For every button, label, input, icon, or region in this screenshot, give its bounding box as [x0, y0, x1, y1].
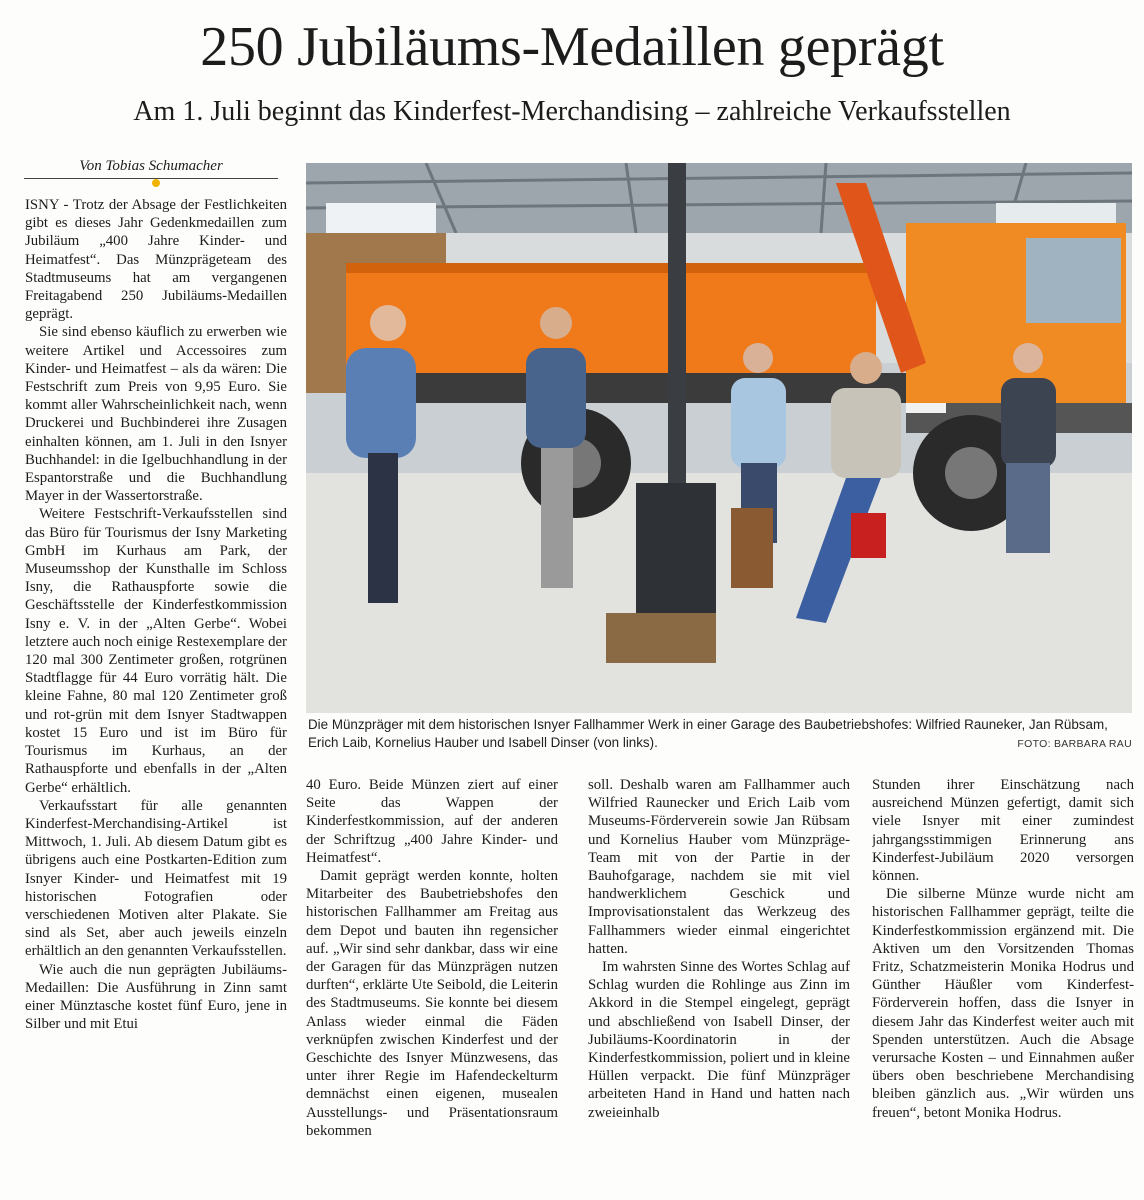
- paragraph: 40 Euro. Beide Münzen ziert auf einer Seite das Wappen der Kinderfestkommission, auf der anderen der Schriftzug „400 Jahre Kinder- und Heimatfest“.: [306, 777, 558, 866]
- photo-credit: FOTO: BARBARA RAU: [1017, 738, 1132, 750]
- text-column-4: [872, 776, 1134, 1194]
- photo-caption: Die Münzpräger mit dem historischen Isnyer Fallhammer Werk in einer Garage des Baubetriebshofes: Wilfried Rauneker, Jan Rübsam, Erich Laib, Kornelius Hauber und Isabell Dinser (von links).: [308, 717, 1108, 750]
- paragraph: Wie auch die nun geprägten Jubiläums-Medaillen: Die Ausführung in Zinn samt einer Münztasche kostet fünf Euro, jene in Silber und mit Etui: [25, 961, 287, 1033]
- subheadline: Am 1. Juli beginnt das Kinderfest-Merchandising – zahlreiche Verkaufsstellen: [133, 96, 1011, 127]
- headline: 250 Jubiläums-Medaillen geprägt: [200, 16, 944, 78]
- paragraph: Im wahrsten Sinne des Wortes Schlag auf Schlag wurden die Rohlinge aus Zinn im Akkord in die Stempel eingelegt, geprägt und abschließend von Isabell Dinser, der Jubiläums-Koordinatorin in der Kinderfestkommission, poliert und in kleine Hüllen verpackt. Die fünf Münzpräger arbeiteten Hand in Hand und hatten nach zweieinhalb: [588, 959, 850, 1121]
- paragraph: soll. Deshalb waren am Fallhammer auch Wilfried Raunecker und Erich Laib vom Museums-Förderverein sowie Jan Rübsam und Kornelius Hauber vom Münzpräge-Team mit von der Partie in der Bauhofgarage, nachdem sie mit viel handwerklichem Geschick und Improvisationstalent das Werkzeug des Fallhammers wieder einmal eingerichtet hatten.: [588, 777, 850, 957]
- paragraph: Damit geprägt werden konnte, holten Mitarbeiter des Baubetriebshofes den historischen Fallhammer am Freitag aus dem Depot und bauten ihn regensicher auf. „Wir sind sehr dankbar, dass wir eine der Garagen für das Münzprägen nutzen durften“, erklärte Ute Seibold, die Leiterin des Stadtmuseums. Sie konnte bei diesem Anlass wieder einmal die Fäden verknüpfen zwischen Kinderfest und der Geschichte des Isnyer Münzwesens, das unter ihrer Regie im Hafendeckelturm demnächst einen eigenen, musealen Ausstellungs- und Präsentationsraum bekommen: [306, 868, 558, 1139]
- garage-photo-illustration: [306, 163, 1132, 713]
- article-photo: [306, 163, 1132, 713]
- paragraph: ISNY - Trotz der Absage der Festlichkeiten gibt es dieses Jahr Gedenkmedaillen zum Jubiläum „400 Jahre Kinder- und Heimatfest“. Das Münzprägeteam des Stadtmuseums hat am vergangenen Freitagabend 250 Jubiläums-Medaillen geprägt.: [25, 197, 287, 323]
- text-column-2: [306, 776, 558, 1194]
- text-column-3: [588, 776, 850, 1194]
- paragraph: Weitere Festschrift-Verkaufsstellen sind das Büro für Tourismus der Isny Marketing GmbH im Kurhaus am Park, der Museumsshop der Kunsthalle im Schloss Isny, die Rathauspforte sowie die Geschäftsstelle der Kinderfestkommission Isny e. V. in der „Alten Gerbe“. Wobei letztere auch noch einige Restexemplare der 120 mal 300 Zentimeter großen, rotgrünen Stadtflagge für 44 Euro vorrätig hält. Die kleine Fahne, 80 mal 120 Zentimeter groß und rot-grün mit dem Isnyer Stadtwappen kostet 15 Euro und ist im Büro für Tourismus im Kurhaus, an der Rathauspforte und ebenfalls in der „Alten Gerbe“ erhältlich.: [25, 506, 287, 796]
- byline-dot-ornament: [152, 179, 160, 187]
- paragraph: Verkaufsstart für alle genannten Kinderfest-Merchandising-Artikel ist Mittwoch, 1. Juli. Ab diesem Datum gibt es übrigens auch eine Postkarten-Edition zum Isnyer Kinder- und Heimatfest mit 19 historischen Fotografien oder verschiedenen Motiven alter Plakate. Sie sind als Set, aber auch jeweils einzeln erhältlich an den genannten Verkaufsstellen.: [25, 797, 287, 960]
- byline: Von Tobias Schumacher: [24, 158, 278, 179]
- text-column-1: [25, 196, 287, 1194]
- paragraph: Stunden ihrer Einschätzung nach ausreichend Münzen gefertigt, damit sich viele Isnyer mit einer zumindest jahrgangsstimmigen Erinnerung ans Kinderfest-Jubiläum 2020 versorgen können.: [872, 777, 1134, 885]
- paragraph: Sie sind ebenso käuflich zu erwerben wie weitere Artikel und Accessoires zum Kinder- und Heimatfest – als da wären: Die Festschrift zum Preis von 9,95 Euro. Sie kommt aller Wahrscheinlichkeit nach, wenn Druckerei und Buchbinderei ihre Zusagen einhalten können, am 1. Juli in den Isnyer Buchhandel: in die Igelbuchhandlung in der Espantorstraße und die Buchhandlung Mayer in der Wassertorstraße.: [25, 324, 287, 505]
- paragraph: Die silberne Münze wurde nicht am historischen Fallhammer geprägt, teilte die Kinderfestkommission ergänzend mit. Die Aktiven um den Vorsitzenden Thomas Fritz, Schatzmeisterin Monika Hodrus und Günther Häußler vom Kinderfest-Förderverein hoffen, dass die Isnyer in diesem Jahr das Kinderfest weiter auch mit Spenden unterstützen. Auch die Absage verursache Kosten – und Einnahmen außer übers oben beschriebene Merchandising bleiben gänzlich aus. „Wir würden uns freuen“, betont Monika Hodrus.: [872, 886, 1134, 1121]
